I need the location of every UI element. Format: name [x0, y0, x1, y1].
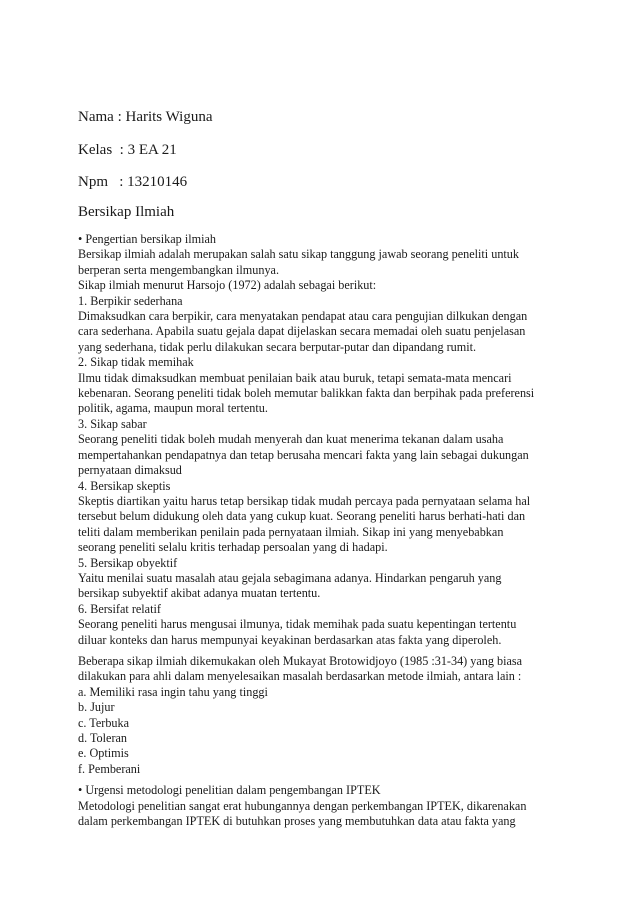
text-line: 5. Bersikap obyektif: [78, 555, 178, 570]
text-line: 4. Bersikap skeptis: [78, 478, 171, 493]
text-line: Yaitu menilai suatu masalah atau gejala sebagimana adanya. Hindarkan pengaruh yang: [78, 570, 502, 585]
text-line: 1. Berpikir sederhana: [78, 293, 183, 308]
text-line: Sikap ilmiah menurut Harsojo (1972) adalah sebagai berikut:: [78, 278, 377, 293]
document-title: Bersikap Ilmiah: [78, 204, 175, 220]
text-line: berperan serta mengembangkan ilmunya.: [78, 262, 280, 277]
text-line: cara sederhana. Apabila suatu gejala dapat dijelaskan secara memadai oleh suatu penjelasan: [78, 324, 526, 339]
text-line: e. Optimis: [78, 746, 129, 761]
text-line: mempertahankan pendapatnya dan tetap berusaha mencari fakta yang lain sebagai dukungan: [78, 447, 529, 462]
text-line: dilakukan para ahli dalam menyelesaikan masalah berdasarkan metode ilmiah, antara lain :: [78, 669, 522, 684]
text-line: bersikap subyektif akibat adanya muatan tertentu.: [78, 586, 321, 601]
text-line: Beberapa sikap ilmiah dikemukakan oleh Mukayat Brotowidjoyo (1985 :31-34) yang biasa: [78, 653, 523, 668]
text-line: f. Pemberani: [78, 761, 141, 776]
text-line: Skeptis diartikan yaitu harus tetap bersikap tidak mudah percaya pada pernyataan selama hal: [78, 493, 531, 508]
text-line: c. Terbuka: [78, 715, 130, 730]
text-line: • Urgensi metodologi penelitian dalam pengembangan IPTEK: [78, 783, 381, 798]
section-urgensi: [78, 783, 566, 829]
text-line: 2. Sikap tidak memihak: [78, 355, 194, 370]
text-line: Dimaksudkan cara berpikir, cara menyatakan pendapat atau cara pengujian dilkukan dengan: [78, 309, 528, 324]
text-line: b. Jujur: [78, 700, 115, 715]
document-body: [78, 232, 566, 829]
text-line: a. Memiliki rasa ingin tahu yang tinggi: [78, 684, 268, 699]
text-line: seorang peneliti selalu kritis terhadap persoalan yang di hadapi.: [78, 540, 388, 555]
text-line: Ilmu tidak dimaksudkan membuat penilaian baik atau buruk, tetapi semata-mata mencari: [78, 370, 512, 385]
text-line: d. Toleran: [78, 731, 128, 745]
text-line: pernyataan dimaksud: [78, 463, 182, 478]
text-line: • Pengertian bersikap ilmiah: [78, 232, 216, 246]
text-line: politik, agama, maupun moral tertentu.: [78, 401, 268, 416]
section-brotowidjoyo-list: [78, 654, 566, 777]
text-line: Seorang peneliti harus mengusai ilmunya, tidak memihak pada suatu kepentingan tertentu: [78, 617, 517, 632]
student-name: Nama : Harits Wiguna: [78, 109, 213, 125]
text-line: dalam perkembangan IPTEK di butuhkan proses yang membutuhkan data atau fakta yang: [78, 814, 516, 829]
text-line: tersebut belum didukung oleh data yang cukup kuat. Seorang peneliti harus berhati-hati dan: [78, 509, 526, 524]
text-line: kebenaran. Seorang peneliti tidak boleh memutar balikkan fakta dan berpihak pada preferensi: [78, 386, 535, 401]
text-line: yang sederhana, tidak perlu dilakukan secara berputar-putar dan dipandang rumit.: [78, 339, 477, 354]
student-npm: Npm : 13210146: [78, 174, 188, 190]
text-line: Seorang peneliti tidak boleh mudah menyerah dan kuat menerima tekanan dalam usaha: [78, 432, 504, 447]
text-line: Bersikap ilmiah adalah merupakan salah satu sikap tanggung jawab seorang peneliti untuk: [78, 247, 519, 262]
section-sikap-ilmiah: [78, 232, 566, 648]
text-line: 3. Sikap sabar: [78, 416, 147, 431]
text-line: 6. Bersifat relatif: [78, 601, 161, 616]
student-class: Kelas : 3 EA 21: [78, 142, 177, 158]
text-line: Metodologi penelitian sangat erat hubungannya dengan perkembangan IPTEK, dikarenakan: [78, 798, 527, 813]
text-line: diluar konteks dan harus mempunyai keyakinan berdasarkan atas fakta yang diperoleh.: [78, 632, 502, 647]
text-line: teliti dalam memberikan penilain pada pernyataan ilmiah. Sikap ini yang menyebabkan: [78, 524, 504, 539]
